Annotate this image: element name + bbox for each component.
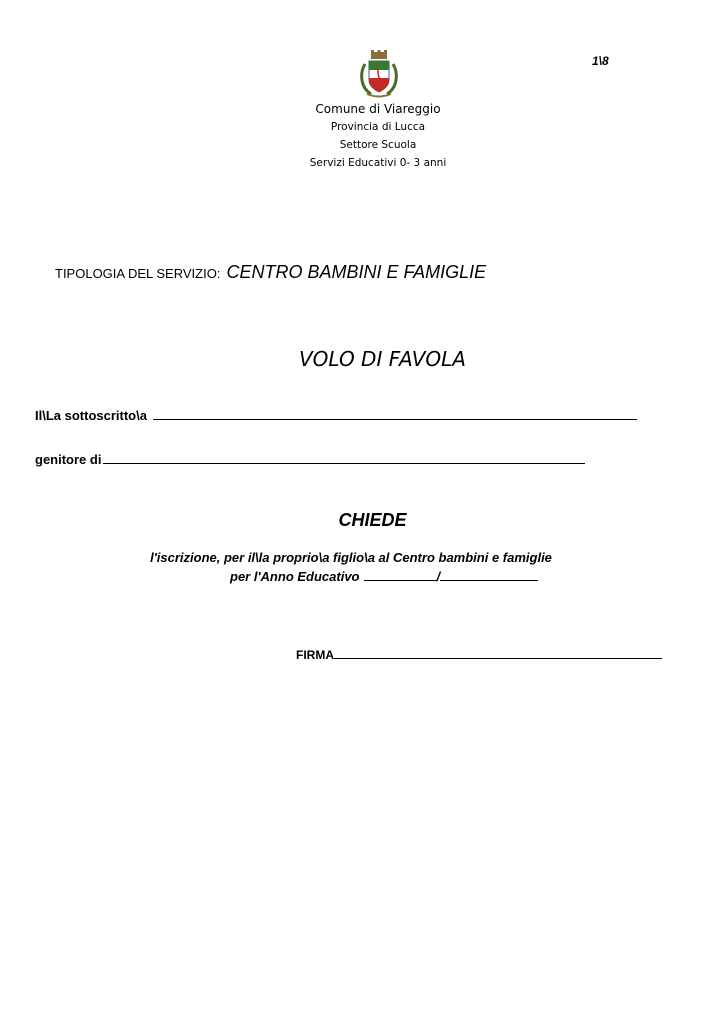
anno-educativo-label: per l'Anno Educativo <box>230 569 360 584</box>
signature-row <box>296 646 662 662</box>
anno-educativo-row <box>230 567 538 584</box>
signature-field[interactable] <box>334 646 662 659</box>
service-type-label: TIPOLOGIA DEL SERVIZIO: <box>55 266 221 281</box>
sottoscritto-row <box>35 406 637 423</box>
page-number: 1\8 <box>592 54 609 68</box>
anno-end-field[interactable] <box>440 567 538 581</box>
provincia-name: Provincia di Lucca <box>330 121 426 133</box>
sottoscritto-field[interactable] <box>153 406 637 420</box>
anno-separator: / <box>436 569 441 584</box>
issuer-header <box>228 101 528 172</box>
service-name-title: VOLO DI FAVOLA <box>299 347 466 371</box>
signature-label: FIRMA <box>296 648 334 662</box>
sottoscritto-label: Il\La sottoscritto\a <box>35 408 147 423</box>
genitore-field[interactable] <box>103 450 585 464</box>
comune-di-viareggio-crest-icon <box>357 50 401 100</box>
service-type <box>55 262 486 283</box>
servizi-name: Servizi Educativi 0- 3 anni <box>309 157 447 169</box>
service-type-value: CENTRO BAMBINI E FAMIGLIE <box>226 262 487 282</box>
genitore-label: genitore di <box>35 452 102 467</box>
comune-name: Comune di Viareggio <box>315 102 441 116</box>
anno-start-field[interactable] <box>364 567 437 581</box>
chiede-heading: CHIEDE <box>338 510 407 530</box>
request-text: l'iscrizione, per il\la proprio\a figlio\a al Centro bambini e famiglie <box>150 550 552 565</box>
settore-name: Settore Scuola <box>339 139 417 151</box>
genitore-row <box>35 450 585 467</box>
